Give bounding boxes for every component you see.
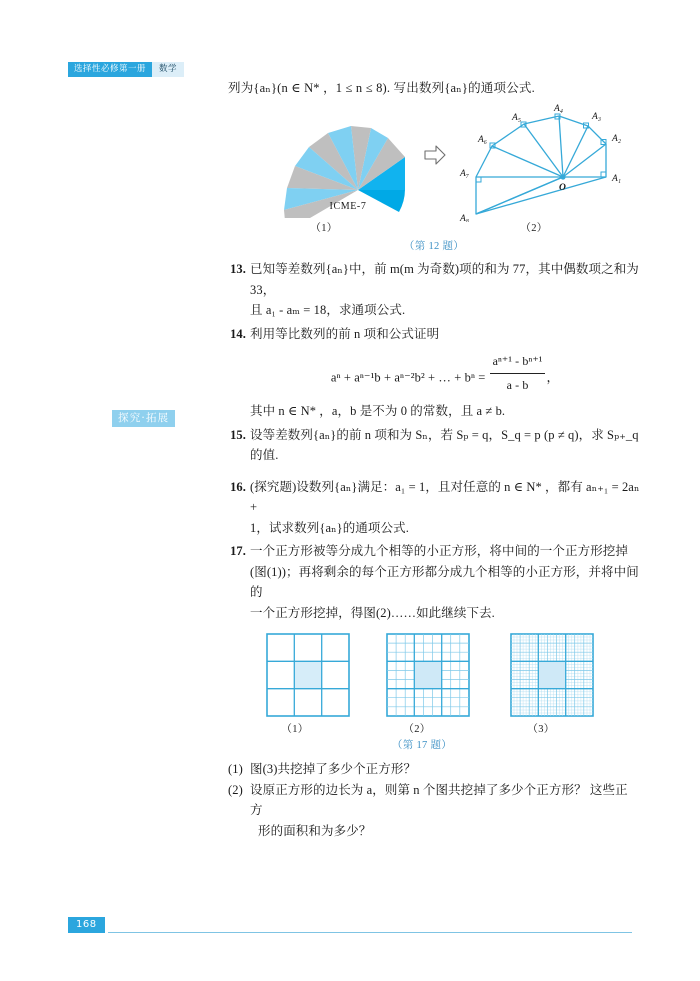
vertex-label-O: O xyxy=(559,183,566,193)
fractal-square-stage-1 xyxy=(266,633,350,717)
exercise-14-condition: 其中 n ∈ N* ，a，b 是不为 0 的常数，且 a ≠ b. xyxy=(250,404,506,418)
vertex-label-A3: A₃ xyxy=(592,112,602,122)
header-subject-label: 数学 xyxy=(152,62,184,77)
figure-problem-17 xyxy=(228,633,640,751)
exercise-13-number: 13. xyxy=(230,262,246,276)
exercise-14 xyxy=(228,324,640,422)
exercise-13 xyxy=(228,259,640,321)
exercise-16-number: 16. xyxy=(230,479,246,494)
exercise-16-line-2: 1，试求数列{aₙ}的通项公式. xyxy=(250,520,409,535)
exercise-17-number: 17. xyxy=(230,544,246,558)
exercise-15-number: 15. xyxy=(230,427,246,442)
exercise-13-line-1: 已知等差数列{aₙ}中，前 m(m 为奇数)项的和为 77，其中偶数项之和为 33， xyxy=(250,262,639,297)
formula-tail: ， xyxy=(546,370,560,385)
vertex-label-A2: A₂ xyxy=(612,134,622,144)
figure12-label-1: （1） xyxy=(310,223,338,234)
subquestion-2-line-2: 形的面积和为多少？ xyxy=(258,823,372,838)
exercise-14-formula xyxy=(250,351,640,395)
subquestion-1-mark: (1) xyxy=(228,762,243,776)
subquestion-2 xyxy=(228,780,640,842)
page-footer xyxy=(68,917,632,933)
exercise-17-line-1: 一个正方形被等分成九个相等的小正方形，将中间的一个正方形挖掉 xyxy=(250,544,629,558)
section-tag-explore-extend: 探究·拓展 xyxy=(112,410,175,427)
formula-denominator: a - b xyxy=(506,377,529,392)
lead-line: 列为{aₙ}(n ∈ N* ，1 ≤ n ≤ 8). 写出数列{aₙ}的通项公式. xyxy=(228,81,535,95)
footer-rule xyxy=(108,932,632,933)
figure17-label-1: （1） xyxy=(281,724,309,735)
figure17-label-2: （2） xyxy=(403,724,431,735)
subquestion-1 xyxy=(228,759,640,780)
icme-logo-caption: ICME-7 xyxy=(329,201,367,212)
fractal-square-stage-2 xyxy=(386,633,470,717)
subquestion-2-mark: (2) xyxy=(228,782,243,797)
vertex-label-A4: A₄ xyxy=(554,104,564,114)
figure12-caption: （第 12 题） xyxy=(403,241,465,252)
vertex-label-A8: A₈ xyxy=(460,214,470,222)
figure17-label-3: （3） xyxy=(527,724,555,735)
exercise-14-line-1: 利用等比数列的前 n 项和公式证明 xyxy=(250,326,440,341)
vertex-label-A5: A₅ xyxy=(512,113,522,123)
subquestion-1-line-1: 图(3)共挖掉了多少个正方形？ xyxy=(250,762,417,776)
vertex-label-A6: A₆ xyxy=(478,135,488,145)
figure17-caption: （第 17 题） xyxy=(391,740,453,751)
exercise-16 xyxy=(228,477,640,539)
exercise-17 xyxy=(228,541,640,623)
fractal-square-stage-3 xyxy=(510,633,594,717)
content-column xyxy=(228,78,640,841)
exercise-15 xyxy=(228,425,640,466)
exercise-14-number: 14. xyxy=(230,326,246,341)
formula-fraction xyxy=(490,351,546,395)
exercise-15-line-1: 设等差数列{aₙ}的前 n 项和为 Sₙ，若 Sₚ = q，S_q = p (p ≠ q)，求 Sₚ₊_q 的值. xyxy=(250,427,639,462)
running-header xyxy=(68,62,184,77)
figure12-label-2: （2） xyxy=(520,223,548,234)
subquestion-2-line-1: 设原正方形的边长为 a，则第 n 个图共挖掉了多少个正方形？ 这些正方 xyxy=(250,782,628,817)
vertex-label-A1: A₁ xyxy=(612,174,622,184)
formula-numerator: aⁿ⁺¹ - bⁿ⁺¹ xyxy=(490,351,546,374)
formula-lhs: aⁿ + aⁿ⁻¹b + aⁿ⁻²b² + … + bⁿ = xyxy=(330,370,486,385)
exercise-13-line-2: 且 a₁ - aₘ = 18，求通项公式. xyxy=(250,303,406,317)
exercise-17-line-2: (图(1))；再将剩余的每个正方形都分成九个相等的小正方形，并将中间的 xyxy=(250,564,639,599)
header-book-label: 选择性必修第一册 xyxy=(68,62,152,77)
vertex-label-A7: A₇ xyxy=(460,169,470,179)
square-root-spiral-diagram xyxy=(440,104,640,222)
figure-problem-12 xyxy=(228,104,640,256)
page-number: 168 xyxy=(68,917,105,933)
exercise-16-line-1: (探究题)设数列{aₙ}满足：a₁ = 1，且对任意的 n ∈ N* ，都有 aₙ₊₁ = 2aₙ + xyxy=(250,479,640,514)
exercise-17-line-3: 一个正方形挖掉，得图(2)……如此继续下去. xyxy=(250,605,495,620)
